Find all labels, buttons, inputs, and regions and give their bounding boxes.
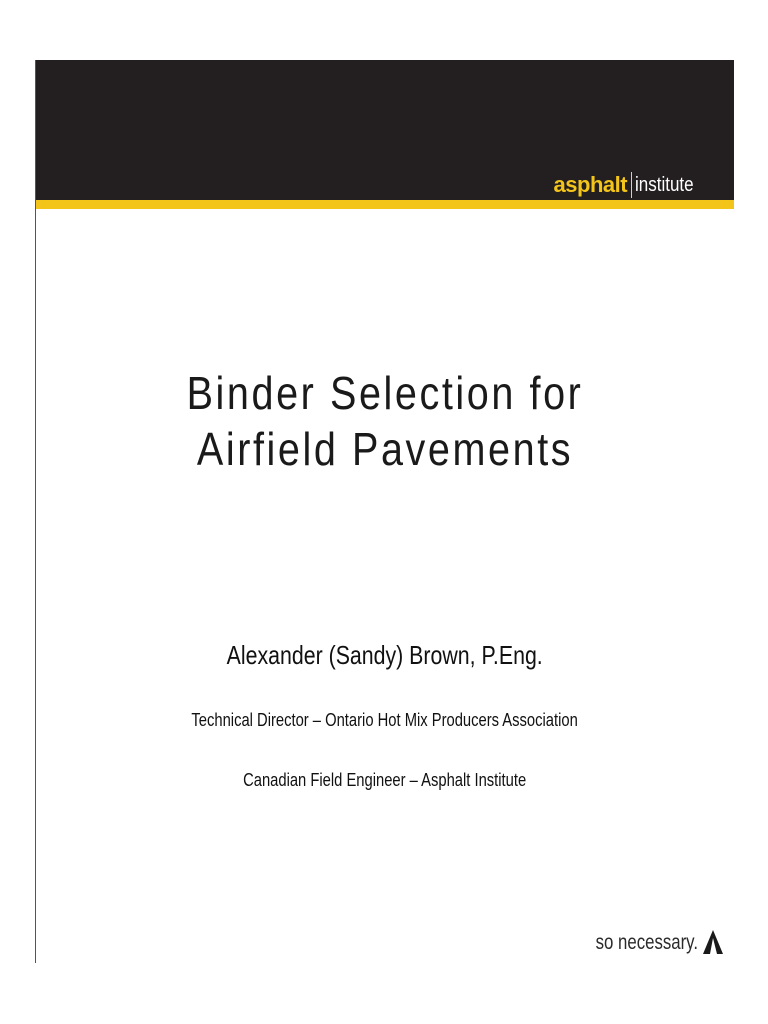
tagline	[570, 929, 724, 955]
author-role-1	[36, 710, 734, 731]
author-role-1-text: Technical Director – Ontario Hot Mix Producers Association	[191, 710, 579, 730]
title-line-1: Binder Selection for	[186, 367, 584, 419]
author-role-2	[36, 770, 734, 791]
tagline-text: so necessary.	[595, 931, 698, 954]
title-line-2: Airfield Pavements	[196, 423, 574, 475]
triangle-mountain-icon	[702, 929, 724, 955]
presentation-slide	[35, 60, 734, 963]
author-role-2-text: Canadian Field Engineer – Asphalt Institute	[243, 770, 527, 790]
slide-title	[36, 365, 734, 477]
logo-bold-text: asphalt	[553, 172, 628, 197]
asphalt-institute-logo	[554, 172, 704, 198]
author-name	[36, 640, 734, 671]
logo-light-text: institute	[635, 173, 694, 196]
author-name-text: Alexander (Sandy) Brown, P.Eng.	[226, 640, 544, 670]
logo-divider	[631, 172, 632, 198]
accent-bar	[36, 200, 734, 209]
